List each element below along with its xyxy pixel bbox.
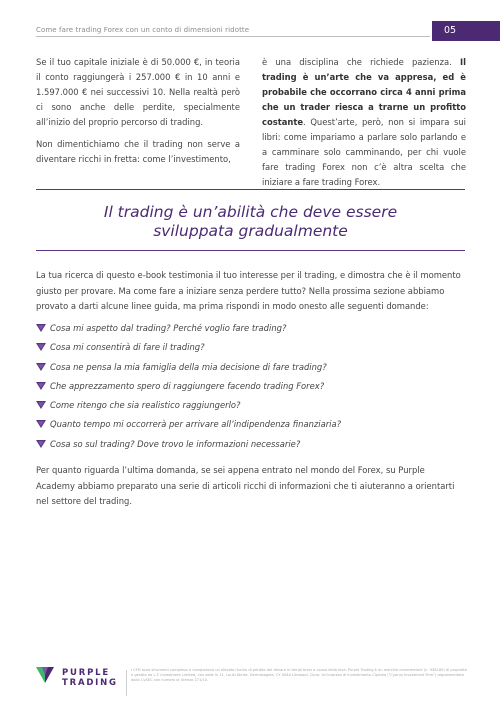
right-paragraph-bold: Il trading è un’arte che va appresa, ed è probabile che occorrano circa 4 anni prima che un trader riesca a trarne un profitto costante — [262, 57, 466, 127]
intro-paragraph: La tua ricerca di questo e-book testimonia il tuo interesse per il trading, e dimostra che è il momento giusto per provare. Ma come fare a iniziare senza perdere tutto? Nella prossima sezione abbiamo provato a darti alcune linee guida, ma prima rispondi in modo onesto alle seguenti domande: — [36, 270, 461, 311]
section-divider-bottom — [36, 250, 465, 251]
purple-trading-logo — [36, 667, 116, 697]
list-item — [36, 416, 465, 435]
question-text: Quanto tempo mi occorrerà per arrivare all’indipendenza finanziaria? — [50, 419, 342, 430]
question-text: Che apprezzamento spero di raggiungere facendo trading Forex? — [50, 380, 325, 391]
right-paragraph-end: . Quest’arte, però, non si impara sui libri: come impariamo a parlare solo parlando e a camminare solo camminando, per chi vuole fare trading Forex non c’è altra scelta che iniziare a fare trading Forex. — [262, 117, 466, 187]
list-item — [36, 436, 465, 455]
list-item — [36, 378, 465, 397]
purple-triangle-bullet-icon — [36, 420, 46, 428]
section-heading-line-1: Il trading è un’abilità che deve essere — [103, 203, 398, 221]
question-text: Cosa mi consentirà di fare il trading? — [50, 342, 205, 353]
left-paragraph-2: Non dimentichiamo che il trading non serve a diventare ricchi in fretta: come l’investimento, — [36, 139, 240, 164]
list-item — [36, 397, 465, 416]
logo-text-line-2: TRADING — [62, 678, 118, 688]
purple-triangle-bullet-icon — [36, 440, 46, 448]
question-text: Cosa so sul trading? Dove trovo le informazioni necessarie? — [50, 438, 301, 449]
list-item — [36, 320, 465, 339]
document-title: Come fare trading Forex con un conto di dimensioni ridotte — [36, 26, 250, 34]
right-paragraph-1 — [262, 55, 466, 190]
right-paragraph-start: è una disciplina che richiede pazienza. — [262, 57, 460, 67]
purple-triangle-bullet-icon — [36, 363, 46, 371]
question-text: Come ritengo che sia realistico raggiungerlo? — [50, 400, 241, 411]
footer-disclaimer: I CFD sono strumenti complessi e comportano un elevato rischio di perdita del denaro in tempi brevi a causa della leva. Purple Trading è un marchio commerciale (n. 938180) di proprietà e gestito da L.F. Investment Limited, con sede in 11, Louki Akrita, Germasogeia, CY 4044 Limassol, Cipro. Un'impresa di investimento Cipriota ("Cyprus Investment Firm") regolamentata dalla CySEC con numero di licenza 271/15. — [131, 668, 467, 683]
left-paragraph-1: Se il tuo capitale iniziale è di 50.000 €, in teoria il conto raggiungerà i 257.000 € in 10 anni e 1.597.000 € nei successivi 10. Nella realtà però ci sono anche delle perdite, specialmente all’inizio del proprio percorso di trading. — [36, 57, 240, 127]
page-header — [0, 0, 500, 40]
logo-text-line-1: PURPLE — [62, 668, 110, 678]
purple-trading-logo-icon — [36, 667, 54, 683]
question-text: Cosa ne pensa la mia famiglia della mia decisione di fare trading? — [50, 361, 327, 372]
section-divider-top — [36, 189, 465, 190]
logo-wordmark — [62, 668, 118, 688]
purple-triangle-bullet-icon — [36, 343, 46, 351]
right-column — [262, 55, 466, 197]
question-list — [36, 320, 465, 455]
purple-triangle-bullet-icon — [36, 382, 46, 390]
section-heading-line-2: sviluppata gradualmente — [153, 222, 348, 240]
question-text: Cosa mi aspetto dal trading? Perché voglio fare trading? — [50, 323, 287, 333]
closing-paragraph: Per quanto riguarda l’ultima domanda, se sei appena entrato nel mondo del Forex, su Purple Academy abbiamo preparato una serie di articoli ricchi di informazioni che ti aiuteranno a orientarti nel settore del trading. — [36, 465, 455, 506]
list-item — [36, 339, 465, 358]
page-number: 05 — [444, 25, 457, 36]
purple-triangle-bullet-icon — [36, 324, 46, 332]
list-item — [36, 359, 465, 378]
purple-triangle-bullet-icon — [36, 401, 46, 409]
footer-divider — [126, 670, 127, 696]
page-number-tab — [432, 21, 500, 41]
left-column — [36, 55, 240, 174]
header-divider — [36, 36, 430, 37]
section-heading — [36, 203, 465, 241]
